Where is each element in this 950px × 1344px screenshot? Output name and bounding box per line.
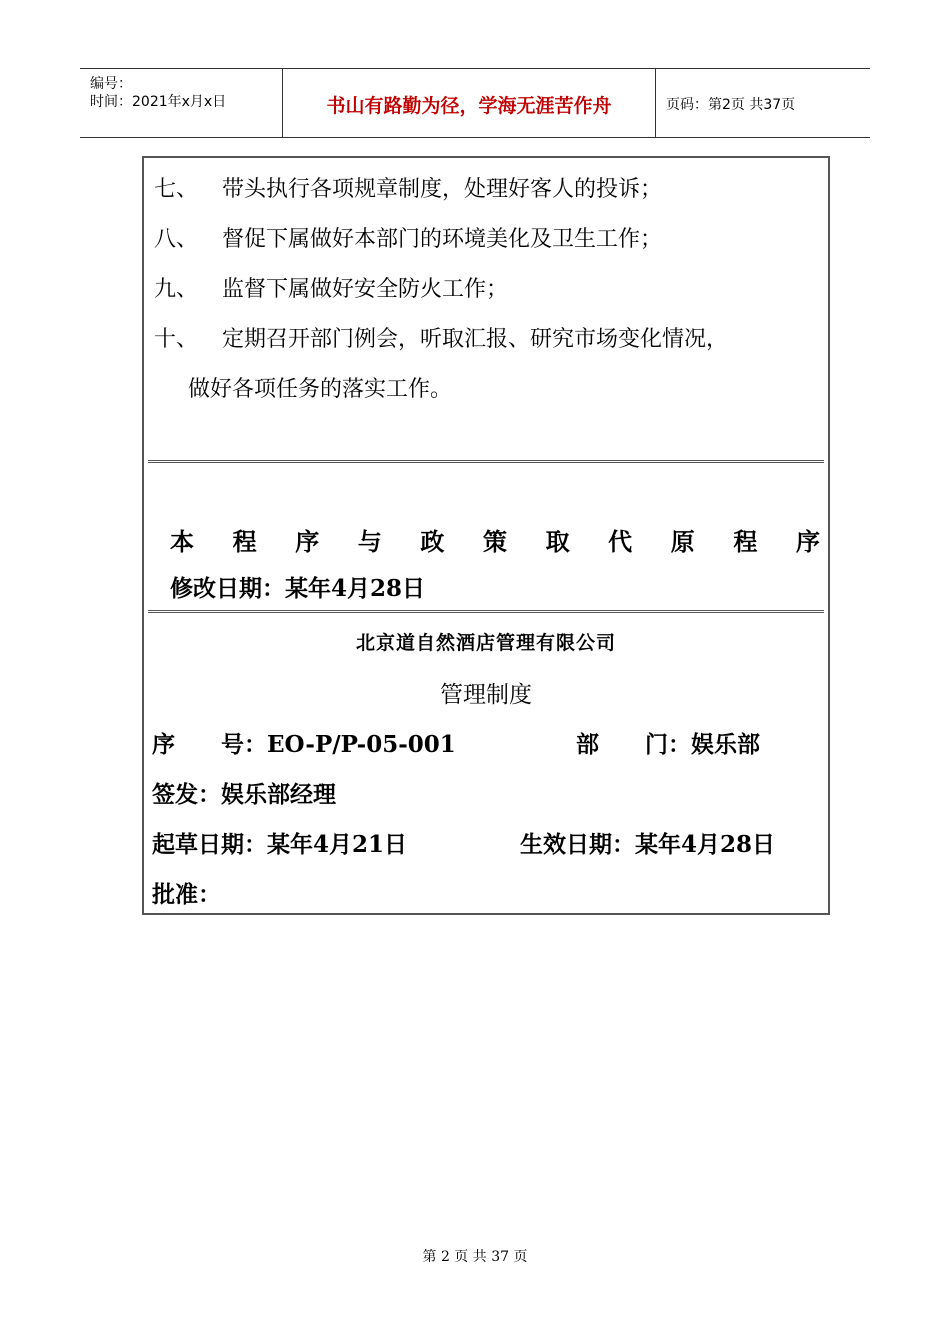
notice-char: 序 [295,527,320,556]
serial-number: 序 号：EO-P/P-05-001 [152,731,456,758]
draft-date: 起草日期：某年4月21日 [152,831,408,858]
header-page-cell [656,69,870,137]
header-motto-cell [282,69,656,137]
serial-label: 编号： [90,76,132,92]
page-info: 页码：第2页 共37页 [666,97,796,113]
notice-char: 序 [795,527,820,556]
notice-char: 取 [545,527,570,556]
motto: 书山有路勤为径，学海无涯苦作舟 [326,95,612,117]
issuer: 签发：娱乐部经理 [152,781,336,808]
effective-date: 生效日期：某年4月28日 [520,831,776,858]
duty-text: 监督下属做好安全防火工作； [222,277,509,302]
department: 部 门：娱乐部 [576,731,760,758]
notice-char: 代 [608,527,633,556]
replacement-notice [170,522,820,557]
duty-continuation: 做好各项任务的落实工作。 [188,377,453,402]
header-info-cell [80,69,282,137]
notice-char: 政 [420,527,445,556]
duty-number: 十、 [154,327,199,352]
section-divider [148,610,824,613]
duty-text: 定期召开部门例会，听取汇报、研究市场变化情况， [222,327,729,352]
notice-char: 程 [733,527,758,556]
dates-row [152,826,818,859]
document-table [142,156,830,915]
notice-char: 本 [170,527,194,556]
time-label: 时间：2021年x月x日 [90,94,227,110]
duty-number: 七、 [154,177,199,202]
page-footer: 第 2 页 共 37 页 [422,1249,528,1265]
duty-text: 督促下属做好本部门的环境美化及卫生工作； [222,227,663,252]
company-name: 北京道自然酒店管理有限公司 [355,632,616,654]
duty-item [154,222,662,253]
notice-char: 策 [482,527,507,556]
serial-row [152,726,818,759]
duty-number: 九、 [154,277,199,302]
duty-item [154,322,728,353]
duty-item [154,272,508,303]
document-type: 管理制度 [440,682,532,708]
page-header [80,68,870,138]
duty-number: 八、 [154,227,199,252]
approval: 批准： [152,881,221,908]
revision-date: 修改日期：某年4月28日 [170,575,426,602]
notice-char: 与 [357,527,382,556]
section-divider [148,460,824,463]
notice-char: 原 [670,527,695,556]
duty-text: 带头执行各项规章制度，处理好客人的投诉； [222,177,663,202]
duty-item [154,172,662,203]
notice-char: 程 [232,527,257,556]
